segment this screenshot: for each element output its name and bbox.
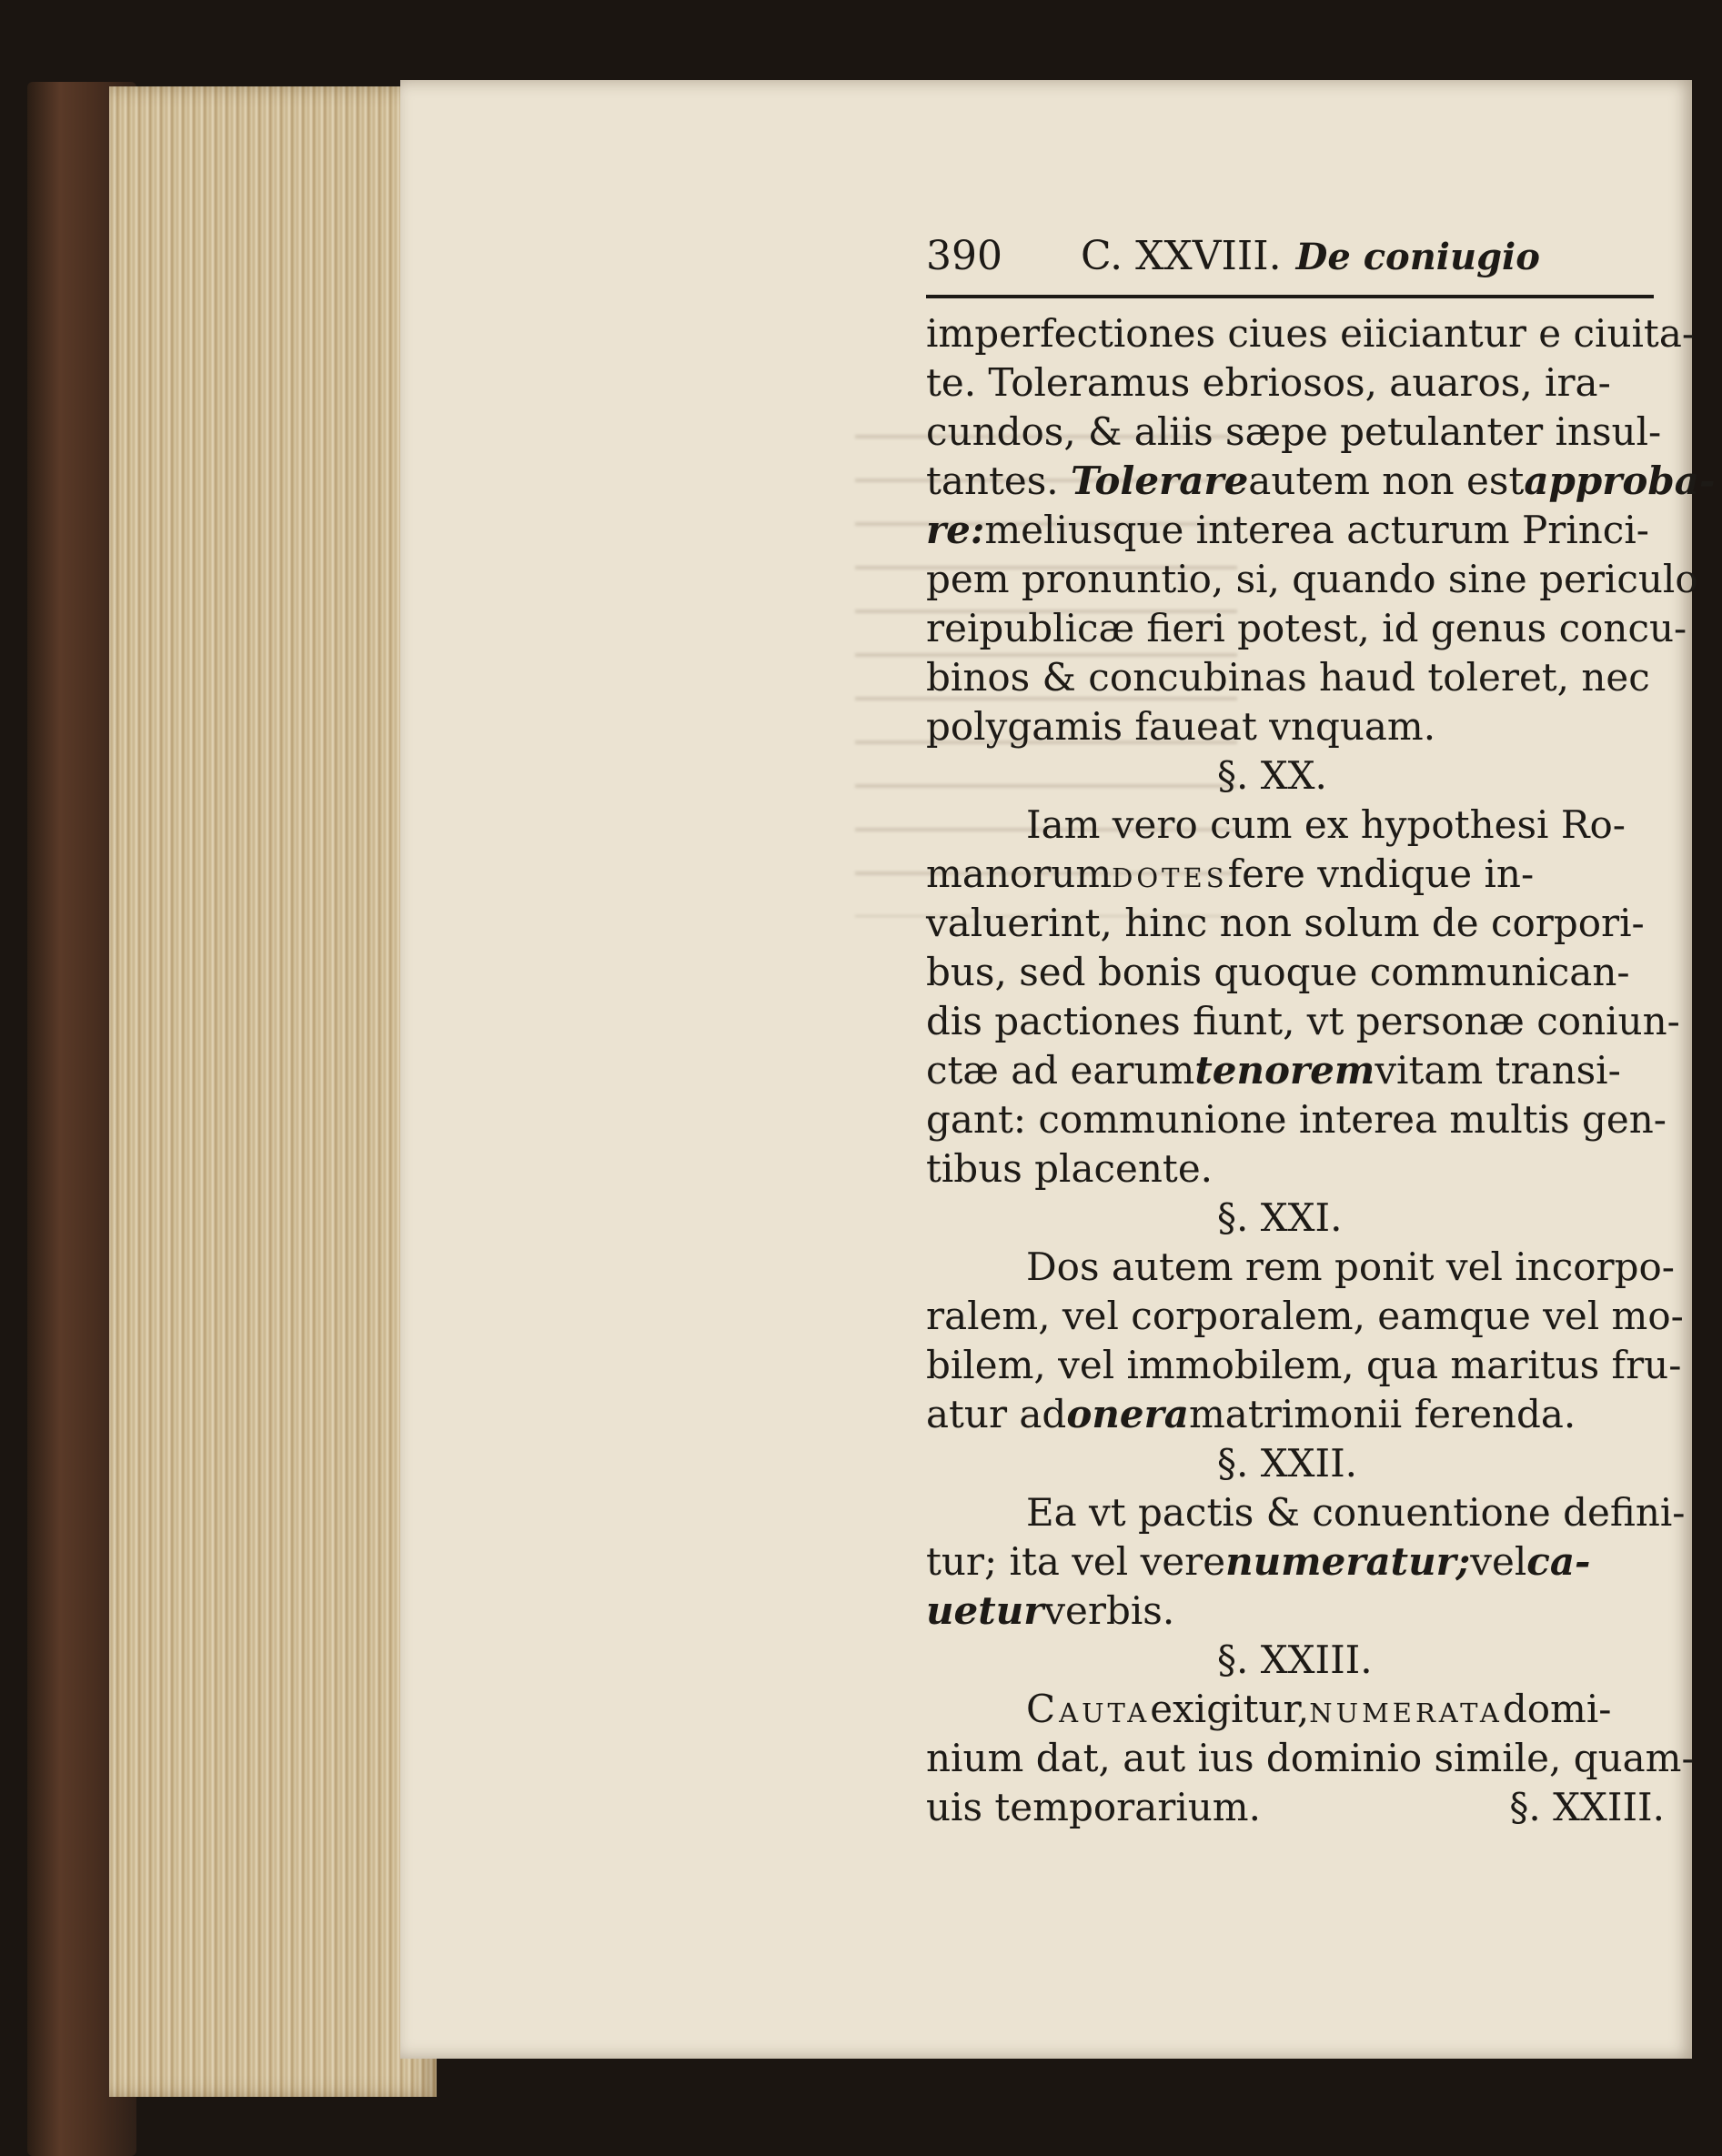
text-span: ctæ ad earum: [926, 1048, 1195, 1093]
text-line: Iam vero cum ex hypothesi Ro-: [1026, 802, 1626, 847]
text-span: fere vndique in-: [1227, 851, 1535, 896]
text-line: te. Toleramus ebriosos, auaros, ira-: [926, 360, 1611, 405]
text-span: uis temporarium.: [926, 1785, 1261, 1829]
text-span: vel: [1470, 1539, 1527, 1584]
small-caps-term: numerata: [1309, 1687, 1503, 1731]
italic-term: numeratur;: [1225, 1539, 1471, 1584]
text-line: imperfectiones ciues eiiciantur e ciuita-: [926, 311, 1696, 356]
italic-term: ca-: [1526, 1539, 1591, 1584]
text-span: autem non est: [1248, 458, 1525, 503]
text-line: ralem, vel corporalem, eamque vel mo-: [926, 1294, 1684, 1338]
running-title: De coniugio: [1295, 236, 1540, 278]
text-span: vitam transi-: [1375, 1048, 1621, 1093]
section-heading: §. XXII.: [1217, 1441, 1358, 1486]
text-line: polygamis faueat vnquam.: [926, 704, 1436, 749]
small-caps-term: dotes: [1112, 851, 1228, 896]
text-line: gant: communione interea multis gen-: [926, 1097, 1667, 1142]
text-line: dis pactiones fiunt, vt personæ coniun-: [926, 999, 1680, 1043]
italic-term: approba-: [1524, 458, 1716, 503]
text-line: nium dat, aut ius dominio simile, quam-: [926, 1736, 1695, 1780]
small-caps-term: Cauta: [1026, 1687, 1151, 1731]
text-line: cundos, & aliis sæpe petulanter insul-: [926, 409, 1662, 454]
italic-term: Tolerare: [1070, 458, 1249, 503]
text-line: [926, 1685, 1665, 1734]
text-line: Dos autem rem ponit vel incorpo-: [1026, 1244, 1675, 1289]
text-span: meliusque interea acturum Princi-: [984, 508, 1649, 552]
chapter-label: C. XXVIII.: [1081, 233, 1282, 279]
text-line: Ea vt pactis & conuentione defini-: [1026, 1490, 1686, 1535]
section-heading: §. XXIII.: [1217, 1637, 1373, 1682]
text-line: [926, 1587, 1665, 1636]
text-line: bus, sed bonis quoque communican-: [926, 950, 1630, 994]
italic-term: uetur: [926, 1588, 1044, 1633]
text-line: [926, 1390, 1665, 1439]
running-head: [926, 233, 1665, 287]
text-line: bilem, vel immobilem, qua maritus fru-: [926, 1343, 1682, 1387]
text-span: atur ad: [926, 1392, 1067, 1436]
section-heading: §. XX.: [1217, 753, 1327, 798]
italic-term: re:: [926, 508, 985, 552]
text-line: [926, 850, 1665, 899]
page-stack-edge: [109, 86, 437, 2097]
head-rule: [926, 295, 1654, 298]
italic-term: tenorem: [1194, 1048, 1375, 1093]
text-line: pem pronuntio, si, quando sine periculo: [926, 557, 1698, 601]
text-span: verbis.: [1043, 1588, 1175, 1633]
text-span: exigitur,: [1150, 1687, 1310, 1731]
text-line: [926, 1046, 1665, 1095]
text-span: manorum: [926, 851, 1113, 896]
catchword: §. XXIII.: [1509, 1785, 1665, 1829]
text-line: reipublicæ fieri potest, id genus concu-: [926, 606, 1687, 650]
text-line: [926, 1537, 1665, 1587]
text-span: domi-: [1502, 1687, 1612, 1731]
text-span: tantes.: [926, 458, 1059, 503]
page-number: 390: [926, 233, 1002, 279]
text-line: [926, 1783, 1665, 1832]
text-line: [926, 506, 1665, 555]
italic-term: onera: [1066, 1392, 1189, 1436]
text-span: tur; ita vel vere: [926, 1539, 1226, 1584]
text-span: matrimonii ferenda.: [1188, 1392, 1576, 1436]
text-line: binos & concubinas haud toleret, nec: [926, 655, 1650, 700]
text-block: [926, 233, 1716, 1832]
text-line: valuerint, hinc non solum de corpori-: [926, 901, 1645, 945]
section-heading: §. XXI.: [1217, 1195, 1343, 1240]
text-line: tibus placente.: [926, 1146, 1213, 1191]
text-line: [926, 457, 1716, 506]
